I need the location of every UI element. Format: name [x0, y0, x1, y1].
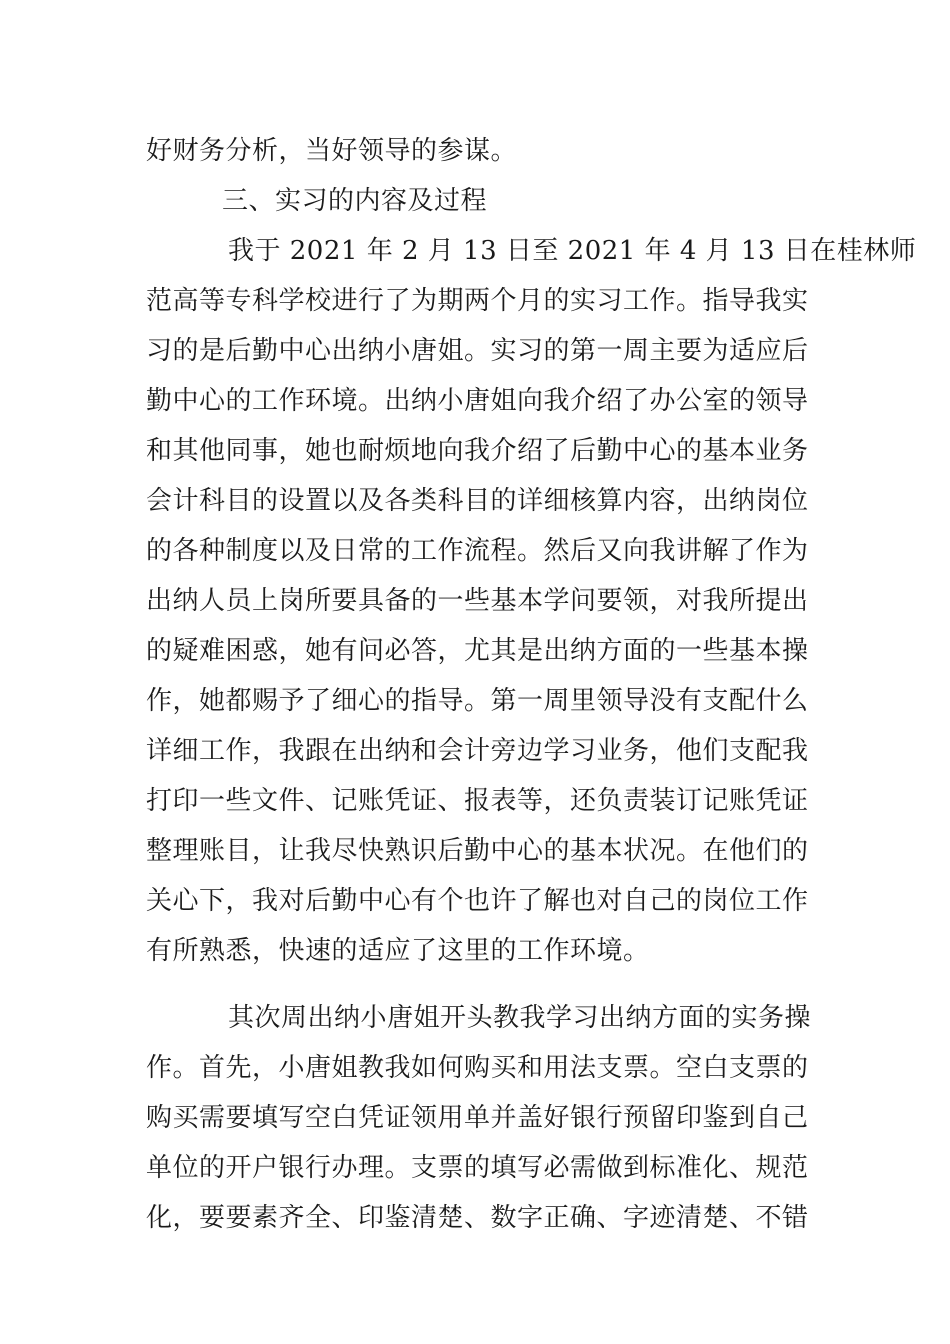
text-line: 我于 2021 年 2 月 13 日至 2021 年 4 月 13 日在桂林师 [228, 236, 917, 266]
text-line: 有所熟悉，快速的适应了这里的工作环境。 [146, 936, 650, 966]
text-line: 的疑难困惑，她有问必答，尤其是出纳方面的一些基本操 [146, 636, 809, 666]
text-line: 的各种制度以及日常的工作流程。然后又向我讲解了作为 [146, 536, 809, 566]
text-line: 单位的开户银行办理。支票的填写必需做到标准化、规范 [146, 1153, 809, 1183]
text-line: 打印一些文件、记账凭证、报表等，还负责装订记账凭证 [146, 786, 809, 816]
text-line: 购买需要填写空白凭证领用单并盖好银行预留印鉴到自己 [146, 1103, 809, 1133]
text-line: 和其他同事，她也耐烦地向我介绍了后勤中心的基本业务 [146, 436, 809, 466]
text-line: 整理账目，让我尽快熟识后勤中心的基本状况。在他们的 [146, 836, 809, 866]
text-line: 作。首先，小唐姐教我如何购买和用法支票。空白支票的 [146, 1053, 809, 1083]
text-line: 习的是后勤中心出纳小唐姐。实习的第一周主要为适应后 [146, 336, 809, 366]
text-line: 作，她都赐予了细心的指导。第一周里领导没有支配什么 [146, 686, 809, 716]
text-line: 出纳人员上岗所要具备的一些基本学问要领，对我所提出 [146, 586, 809, 616]
text-line: 化，要要素齐全、印鉴清楚、数字正确、字迹清楚、不错 [146, 1203, 809, 1233]
text-line: 关心下，我对后勤中心有个也许了解也对自己的岗位工作 [146, 886, 809, 916]
text-line: 范高等专科学校进行了为期两个月的实习工作。指导我实 [146, 286, 809, 316]
text-line: 其次周出纳小唐姐开头教我学习出纳方面的实务操 [228, 1003, 812, 1033]
section-heading: 三、实习的内容及过程 [222, 186, 488, 216]
text-line: 勤中心的工作环境。出纳小唐姐向我介绍了办公室的领导 [146, 386, 809, 416]
text-line: 详细工作，我跟在出纳和会计旁边学习业务，他们支配我 [146, 736, 809, 766]
text-line: 好财务分析，当好领导的参谋。 [146, 136, 518, 166]
text-line: 会计科目的设置以及各类科目的详细核算内容，出纳岗位 [146, 486, 809, 516]
